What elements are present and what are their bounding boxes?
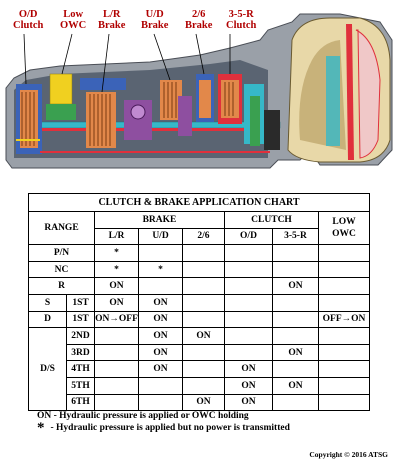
od-clutch-label: O/D Clutch [13,9,44,31]
apply-cell: ON [273,278,319,295]
apply-cell [319,245,370,262]
asterisk-icon: * [37,420,45,436]
chart-row [29,261,370,278]
apply-cell [273,328,319,345]
gear-cell: 1ST [67,311,95,328]
apply-cell: ON [139,311,183,328]
apply-cell: * [139,261,183,278]
application-chart [28,193,369,409]
chart-row [29,278,370,295]
apply-cell [273,294,319,311]
apply-cell [139,278,183,295]
ud-brake-label: U/D Brake [141,9,169,31]
apply-cell [273,311,319,328]
apply-cell [273,261,319,278]
col-header-lr: L/R [95,228,139,245]
chart-row [29,377,370,394]
gear-cell: 1ST [67,294,95,311]
apply-cell: ON [139,361,183,378]
apply-cell [183,361,225,378]
apply-cell [225,245,273,262]
apply-cell [319,394,370,411]
apply-cell: ON→OFF [95,311,139,328]
legend [37,410,367,434]
b26-brake-label: 2/6 Brake [185,9,213,31]
col-header-ud: U/D [139,228,183,245]
range-cell: D [29,311,67,328]
col-header-od: O/D [225,228,273,245]
apply-cell [273,394,319,411]
apply-cell: ON [225,394,273,411]
apply-cell [319,261,370,278]
apply-cell: * [95,245,139,262]
apply-cell [319,294,370,311]
apply-cell [183,344,225,361]
apply-cell: ON [225,361,273,378]
gear-cell: 5TH [67,377,95,394]
apply-cell: ON [183,394,225,411]
apply-cell: ON [183,328,225,345]
chart-row [29,361,370,378]
apply-cell: ON [225,377,273,394]
apply-cell [183,294,225,311]
col-header-35r: 3-5-R [273,228,319,245]
apply-cell [183,261,225,278]
apply-cell [225,344,273,361]
gear-cell: 2ND [67,328,95,345]
chart-row [29,294,370,311]
apply-cell [139,377,183,394]
apply-cell [183,278,225,295]
apply-cell: ON [273,377,319,394]
apply-cell: ON [95,278,139,295]
apply-cell [95,394,139,411]
brake-header: BRAKE [95,212,225,229]
chart-row [29,245,370,262]
chart-title: CLUTCH & BRAKE APPLICATION CHART [29,194,370,212]
apply-cell [273,361,319,378]
legend-on: ON - Hydraulic pressure is applied or OWC holding [37,411,249,421]
apply-cell [225,261,273,278]
range-cell: NC [29,261,95,278]
apply-cell [183,311,225,328]
apply-cell [225,311,273,328]
range-cell: S [29,294,67,311]
lr-brake-label: L/R Brake [98,9,126,31]
gear-cell: 6TH [67,394,95,411]
range-cell: D/S [29,328,67,411]
gear-cell: 4TH [67,361,95,378]
apply-cell [225,278,273,295]
apply-cell: ON [139,344,183,361]
apply-cell [225,328,273,345]
apply-cell: OFF→ON [319,311,370,328]
apply-cell [319,328,370,345]
apply-cell: ON [139,294,183,311]
low-owc-header: LOW OWC [319,212,370,245]
application-table [28,193,370,411]
clutch-header: CLUTCH [225,212,319,229]
apply-cell: ON [95,294,139,311]
apply-cell [319,377,370,394]
apply-cell [95,361,139,378]
range-cell: P/N [29,245,95,262]
apply-cell [183,377,225,394]
apply-cell [319,344,370,361]
chart-body [29,245,370,411]
c35r-clutch-label: 3-5-R Clutch [226,9,257,31]
range-cell: R [29,278,95,295]
apply-cell [139,394,183,411]
apply-cell [95,328,139,345]
apply-cell [183,245,225,262]
apply-cell [225,294,273,311]
col-header-26: 2/6 [183,228,225,245]
copyright: Copyright © 2016 ATSG [309,450,388,459]
legend-star: * - Hydraulic pressure is applied but no power is transmitted [37,420,290,436]
chart-row [29,344,370,361]
apply-cell: ON [273,344,319,361]
apply-cell [319,278,370,295]
chart-row [29,394,370,411]
apply-cell [95,344,139,361]
transmission-cutaway [0,0,400,180]
apply-cell: ON [139,328,183,345]
apply-cell [273,245,319,262]
gear-cell: 3RD [67,344,95,361]
chart-row [29,328,370,345]
chart-row [29,311,370,328]
range-header: RANGE [29,212,95,245]
low-owc-label: Low OWC [60,9,87,31]
apply-cell [139,245,183,262]
apply-cell [95,377,139,394]
apply-cell: * [95,261,139,278]
apply-cell [319,361,370,378]
